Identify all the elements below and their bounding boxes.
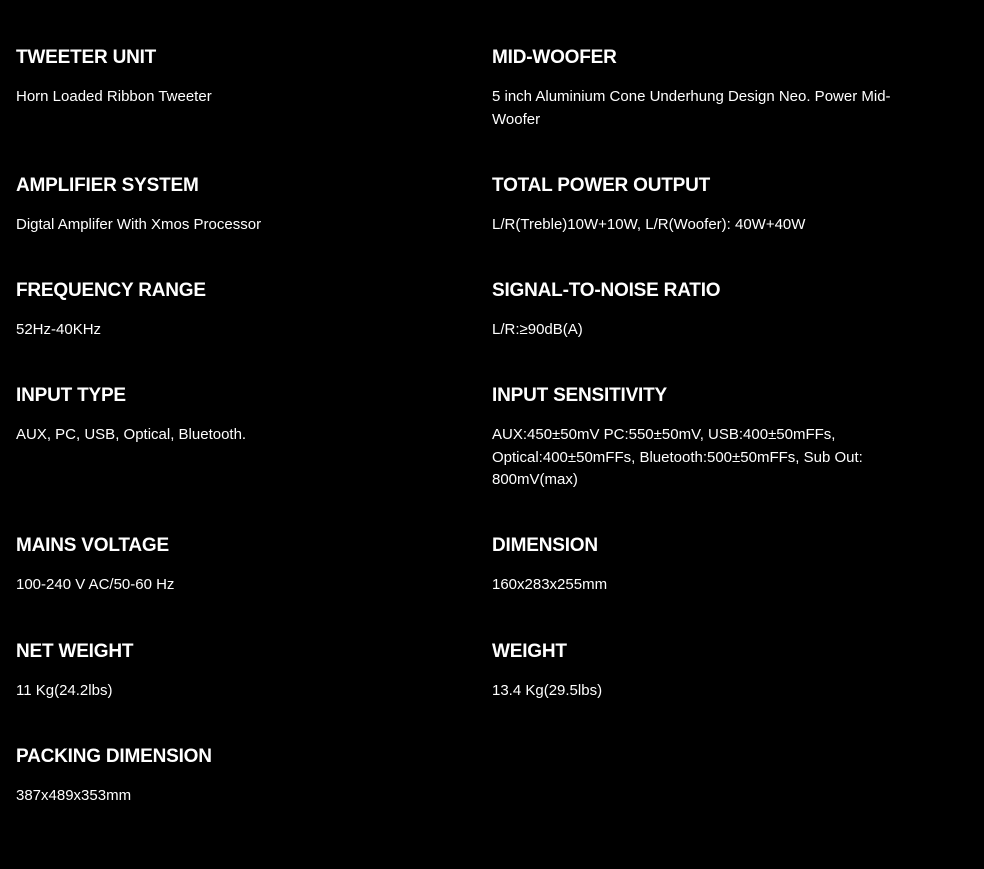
spec-label: AMPLIFIER SYSTEM (16, 175, 199, 196)
spec-value: 11 Kg(24.2lbs) (16, 682, 113, 699)
spec-label: PACKING DIMENSION (16, 746, 212, 767)
spec-mains-voltage (16, 534, 456, 597)
spec-net-weight (16, 640, 456, 703)
spec-tweeter-unit (16, 46, 456, 109)
spec-label: DIMENSION (492, 535, 598, 556)
spec-input-type (16, 384, 456, 447)
spec-value: 160x283x255mm (492, 576, 608, 593)
spec-dimension (492, 534, 922, 597)
spec-label: MID-WOOFER (492, 47, 617, 68)
spec-label: INPUT TYPE (16, 385, 126, 406)
spec-label: NET WEIGHT (16, 641, 134, 662)
spec-value: L/R:≥90dB(A) (492, 321, 583, 338)
spec-label: SIGNAL-TO-NOISE RATIO (492, 280, 721, 301)
spec-packing-dimension (16, 745, 456, 808)
spec-label: INPUT SENSITIVITY (492, 385, 668, 406)
spec-value: Horn Loaded Ribbon Tweeter (16, 88, 212, 105)
spec-label: WEIGHT (492, 641, 567, 662)
spec-label: TOTAL POWER OUTPUT (492, 175, 711, 196)
spec-label: TWEETER UNIT (16, 47, 157, 68)
spec-weight (492, 640, 922, 703)
spec-value: AUX, PC, USB, Optical, Bluetooth. (16, 426, 247, 443)
spec-value: 5 inch Aluminium Cone Underhung Design Neo. Power Mid-Woofer (492, 88, 891, 128)
spec-label: FREQUENCY RANGE (16, 280, 206, 301)
spec-value: 387x489x353mm (16, 787, 132, 804)
spec-value: AUX:450±50mV PC:550±50mV, USB:400±50mFFs, Optical:400±50mFFs, Bluetooth:500±50mFFs, Sub Out: 800mV(max) (492, 426, 863, 488)
spec-input-sensitivity (492, 384, 922, 492)
spec-value: 13.4 Kg(29.5lbs) (492, 682, 603, 699)
spec-value: Digtal Amplifer With Xmos Processor (16, 216, 262, 233)
spec-signal-to-noise-ratio (492, 279, 922, 342)
spec-mid-woofer (492, 46, 922, 131)
spec-value: 100-240 V AC/50-60 Hz (16, 576, 175, 593)
spec-amplifier-system (16, 174, 456, 237)
spec-value: L/R(Treble)10W+10W, L/R(Woofer): 40W+40W (492, 216, 806, 233)
spec-label: MAINS VOLTAGE (16, 535, 169, 556)
spec-value: 52Hz-40KHz (16, 321, 102, 338)
spec-total-power-output (492, 174, 922, 237)
spec-frequency-range (16, 279, 456, 342)
